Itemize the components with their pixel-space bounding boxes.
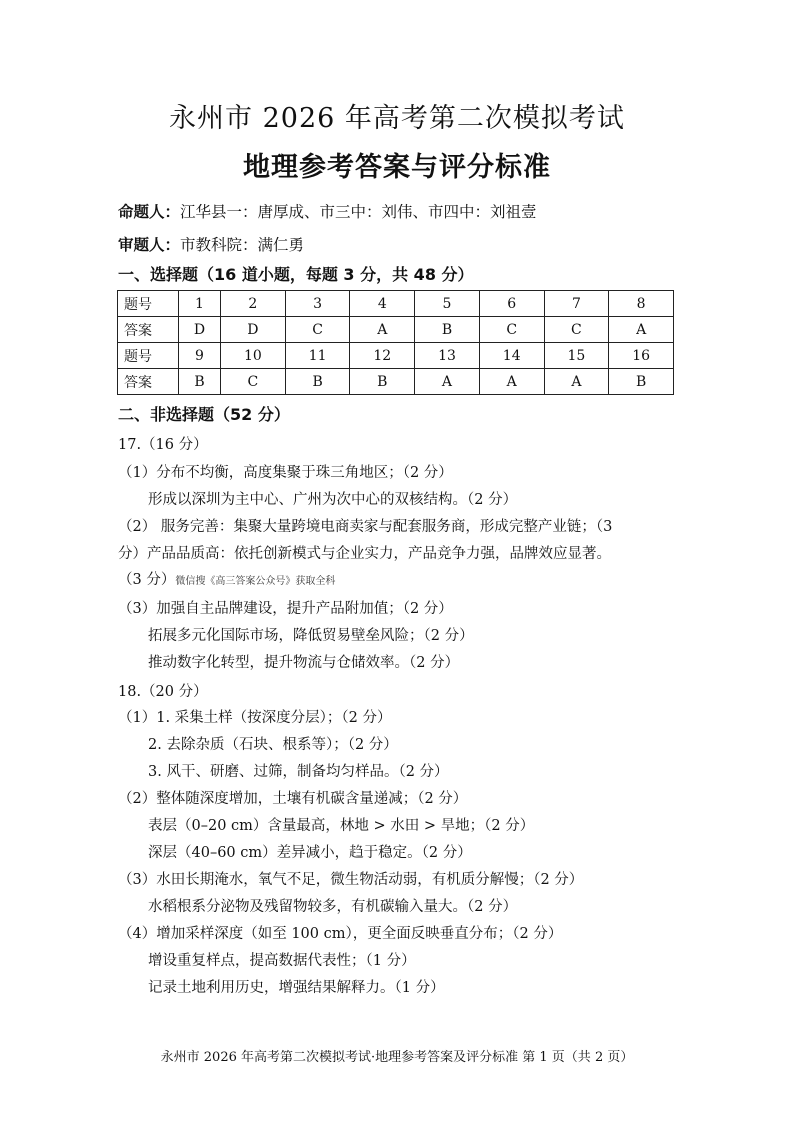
- q18-3-line2: 水稻根系分泌物及残留物较多，有机碳输入量大。（2 分）: [148, 899, 518, 915]
- reviewer-text: 市教科院：满仁勇: [180, 236, 305, 254]
- answer-cell: 7: [544, 291, 609, 317]
- q17-2-line1: （2） 服务完善：集聚大量跨境电商卖家与配套服务商，形成完整产业链；（3: [118, 519, 613, 535]
- answer-cell: 15: [544, 343, 609, 369]
- row-label: 题号: [118, 291, 179, 317]
- q17-1-line1: （1）分布不均衡，高度集聚于珠三角地区；（2 分）: [118, 465, 453, 481]
- answer-cell: C: [544, 317, 609, 343]
- q18-1-line1: （1）1. 采集土样（按深度分层）；（2 分）: [118, 710, 392, 726]
- answer-cell: D: [221, 317, 286, 343]
- answer-cell: B: [609, 369, 674, 395]
- answer-cell: 3: [285, 291, 350, 317]
- answer-table-row: [118, 343, 674, 369]
- authors-label: 命题人：: [118, 203, 181, 221]
- answer-cell: C: [221, 369, 286, 395]
- answer-cell: 16: [609, 343, 674, 369]
- answer-table-row: [118, 369, 674, 395]
- answer-cell: C: [285, 317, 350, 343]
- q17-heading: 17.（16 分）: [118, 437, 208, 453]
- q18-4-line2: 增设重复样点，提高数据代表性；（1 分）: [148, 953, 416, 969]
- reviewer-label: 审题人：: [118, 236, 181, 254]
- answer-cell: 8: [609, 291, 674, 317]
- q18-2-line1: （2）整体随深度增加，土壤有机碳含量递减；（2 分）: [118, 791, 468, 807]
- q17-3-line2: 拓展多元化国际市场，降低贸易壁垒风险；（2 分）: [148, 628, 474, 644]
- answer-table-row: [118, 317, 674, 343]
- q18-4-line3: 记录土地利用历史，增强结果解释力。（1 分）: [148, 980, 445, 996]
- answer-cell: C: [479, 317, 544, 343]
- q18-2-line3: 深层（40–60 cm）差异减小，趋于稳定。（2 分）: [148, 845, 472, 861]
- q17-3-line1: （3）加强自主品牌建设，提升产品附加值；（2 分）: [118, 601, 453, 617]
- page-footer: 永州市 2026 年高考第二次模拟考试·地理参考答案及评分标准 第 1 页（共 2 页）: [160, 1050, 634, 1065]
- authors-text: 江华县一：唐厚成、市三中：刘伟、市四中：刘祖壹: [180, 203, 537, 221]
- exam-title: 永州市 2026 年高考第二次模拟考试: [169, 103, 625, 134]
- q18-4-line1: （4）增加采样深度（如至 100 cm），更全面反映垂直分布；（2 分）: [118, 926, 563, 942]
- q18-heading: 18.（20 分）: [118, 684, 208, 700]
- section2-heading: 二、非选择题（52 分）: [118, 405, 290, 424]
- q18-1-line3: 3. 风干、研磨、过筛，制备均匀样品。（2 分）: [148, 764, 449, 780]
- answer-cell: D: [179, 317, 221, 343]
- answer-cell: 6: [479, 291, 544, 317]
- answer-cell: 12: [350, 343, 415, 369]
- section1-heading: 一、选择题（16 道小题，每题 3 分，共 48 分）: [118, 265, 474, 284]
- authors-line: [118, 200, 537, 222]
- answer-cell: 4: [350, 291, 415, 317]
- answer-table: [117, 290, 674, 395]
- answer-cell: A: [415, 369, 480, 395]
- q17-2-score: （3 分）: [118, 572, 176, 588]
- q18-1-line2: 2. 去除杂质（石块、根系等）；（2 分）: [148, 737, 398, 753]
- watermark-text: 微信搜《高三答案公众号》获取全科: [175, 576, 336, 587]
- answer-cell: 9: [179, 343, 221, 369]
- answer-cell: 14: [479, 343, 544, 369]
- answer-cell: 13: [415, 343, 480, 369]
- answer-cell: 10: [221, 343, 286, 369]
- answer-cell: B: [350, 369, 415, 395]
- answer-cell: A: [544, 369, 609, 395]
- answer-cell: 1: [179, 291, 221, 317]
- answer-cell: 2: [221, 291, 286, 317]
- q17-2-line2: 分）产品品质高：依托创新模式与企业实力，产品竞争力强，品牌效应显著。: [118, 546, 611, 562]
- answer-cell: A: [479, 369, 544, 395]
- document-subtitle: 地理参考答案与评分标准: [243, 152, 551, 183]
- reviewer-line: [118, 233, 304, 255]
- answer-table-row: [118, 291, 674, 317]
- answer-cell: B: [285, 369, 350, 395]
- answer-cell: 5: [415, 291, 480, 317]
- q18-2-line2: 表层（0–20 cm）含量最高，林地 > 水田 > 旱地；（2 分）: [148, 818, 535, 834]
- answer-cell: B: [179, 369, 221, 395]
- q18-3-line1: （3）水田长期淹水，氧气不足，微生物活动弱，有机质分解慢；（2 分）: [118, 872, 584, 888]
- answer-cell: 11: [285, 343, 350, 369]
- q17-3-line3: 推动数字化转型，提升物流与仓储效率。（2 分）: [148, 655, 460, 671]
- answer-cell: B: [415, 317, 480, 343]
- q17-1-line2: 形成以深圳为主中心、广州为次中心的双核结构。（2 分）: [148, 492, 518, 508]
- answer-cell: A: [609, 317, 674, 343]
- row-label: 答案: [118, 317, 179, 343]
- answer-cell: A: [350, 317, 415, 343]
- row-label: 题号: [118, 343, 179, 369]
- q17-2-line3: [118, 568, 335, 589]
- row-label: 答案: [118, 369, 179, 395]
